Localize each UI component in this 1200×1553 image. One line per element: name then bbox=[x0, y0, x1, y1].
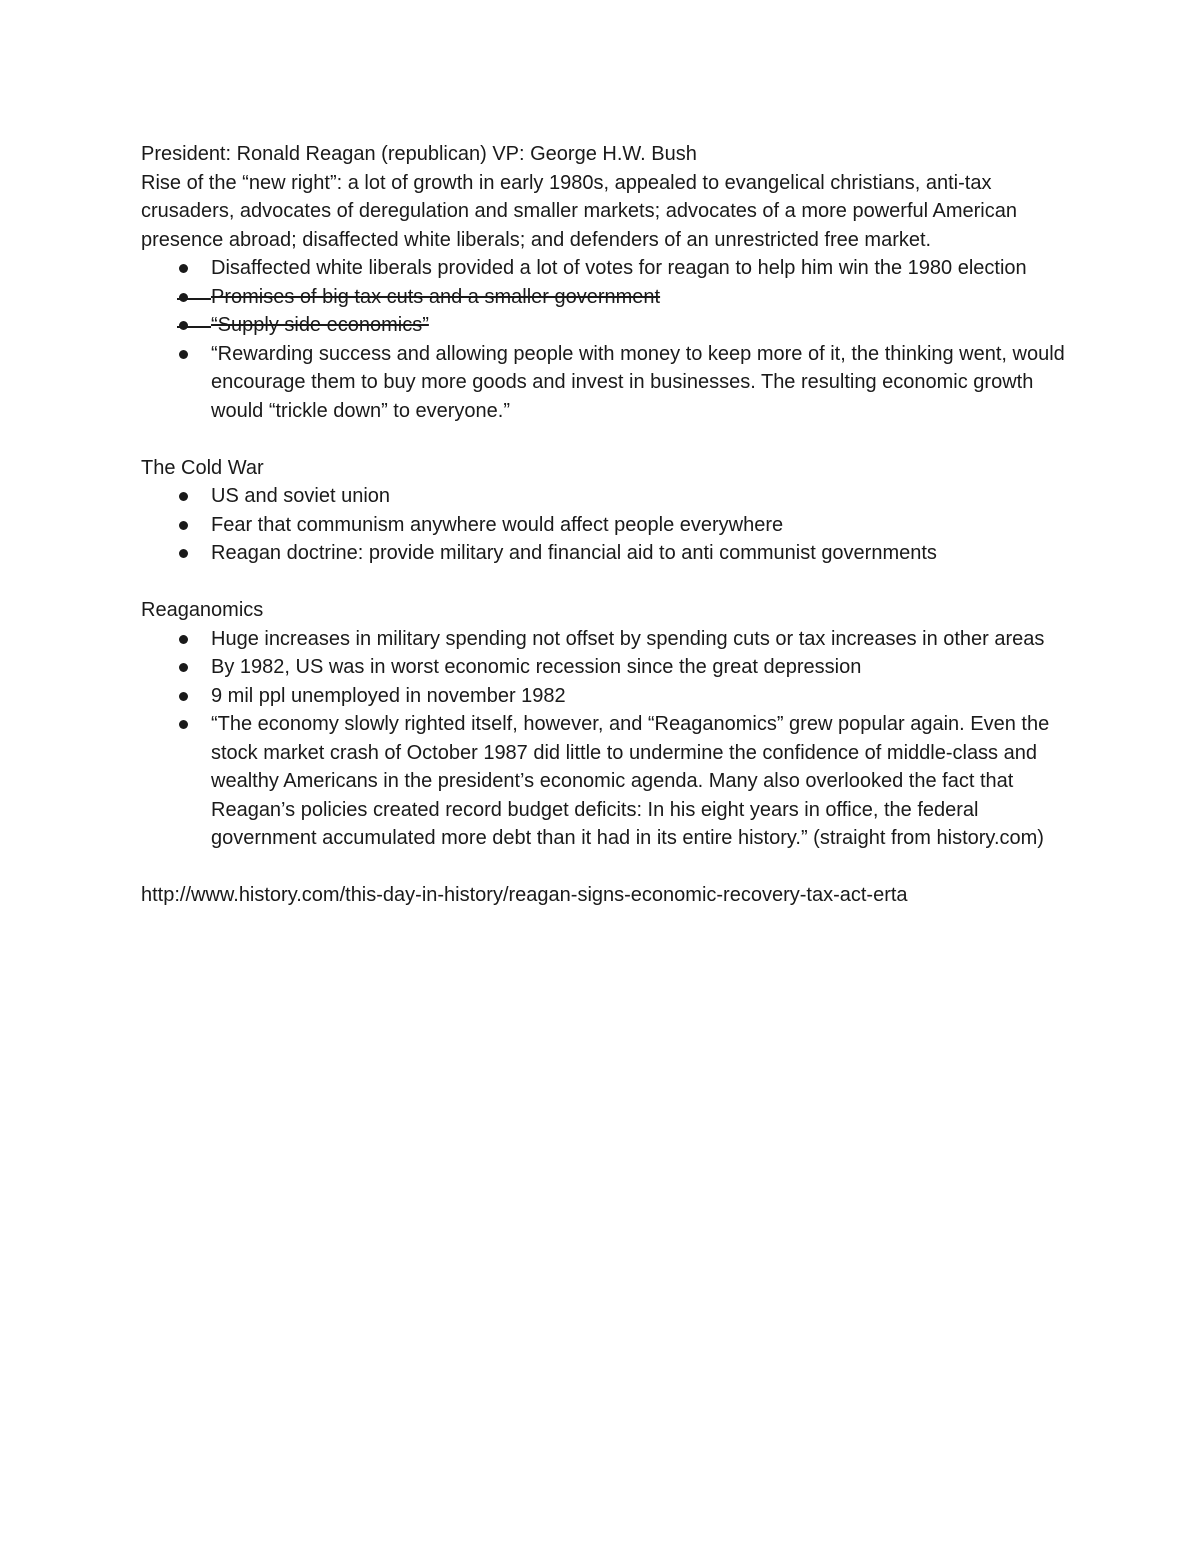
source-link[interactable]: http://www.history.com/this-day-in-history/reagan-signs-economic-recovery-tax-act-erta bbox=[141, 884, 908, 906]
list-item bbox=[141, 482, 1071, 511]
new-right-paragraph: Rise of the “new right”: a lot of growth in early 1980s, appealed to evangelical christians, anti-tax crusaders, advocates of deregulation and smaller markets; advocates of a more powerful American presence abroad; disaffected white liberals; and defenders of an unrestricted free market. bbox=[141, 171, 1017, 251]
bullet-icon bbox=[179, 663, 188, 672]
bullet-icon bbox=[179, 549, 188, 558]
list-item bbox=[141, 710, 1071, 853]
list-item-text: “Rewarding success and allowing people with money to keep more of it, the thinking went, would encourage them to buy more goods and invest in businesses. The resulting economic growth would “trickle down” to everyone.” bbox=[211, 342, 1065, 422]
blank-line bbox=[141, 853, 1071, 882]
list-item-struck bbox=[141, 283, 1071, 312]
section-title-reaganomics: Reaganomics bbox=[141, 599, 264, 621]
list-item bbox=[141, 340, 1071, 426]
list-item-text: By 1982, US was in worst economic recession since the great depression bbox=[211, 656, 862, 678]
new-right-bullet-list bbox=[141, 254, 1071, 425]
list-item bbox=[141, 653, 1071, 682]
list-item bbox=[141, 539, 1071, 568]
bullet-icon bbox=[179, 635, 188, 644]
list-item-text: 9 mil ppl unemployed in november 1982 bbox=[211, 684, 566, 707]
list-item bbox=[141, 625, 1071, 654]
list-item bbox=[141, 682, 1071, 711]
bullet-icon bbox=[179, 521, 188, 530]
president-line: President: Ronald Reagan (republican) VP: George H.W. Bush bbox=[141, 143, 697, 165]
source-url bbox=[141, 881, 1071, 910]
bullet-icon bbox=[179, 264, 188, 273]
section-title-cold-war: The Cold War bbox=[141, 456, 264, 479]
blank-line bbox=[141, 568, 1071, 597]
list-item bbox=[141, 254, 1071, 283]
bullet-icon bbox=[179, 692, 188, 701]
list-item-text: Disaffected white liberals provided a lot of votes for reagan to help him win the 1980 election bbox=[211, 257, 1027, 279]
bullet-icon bbox=[179, 720, 188, 729]
list-item-text: Promises of big tax cuts and a smaller government bbox=[211, 285, 661, 308]
list-item-struck bbox=[141, 311, 1071, 340]
list-item bbox=[141, 511, 1071, 540]
list-item-text: Fear that communism anywhere would affect people everywhere bbox=[211, 513, 784, 536]
blank-line bbox=[141, 425, 1071, 454]
list-item-text: Huge increases in military spending not offset by spending cuts or tax increases in other areas bbox=[211, 627, 1045, 650]
bullet-icon bbox=[179, 350, 188, 359]
list-item-text: “The economy slowly righted itself, however, and “Reaganomics” grew popular again. Even the stock market crash of October 1987 did little to undermine the confidence of middle-class and wealthy Americans in the president’s economic agenda. Many also overlooked the fact that Reagan’s policies created record budget deficits: In his eight years in office, the federal government accumulated more debt than it had in its entire history.” (straight from history.com) bbox=[211, 713, 1050, 849]
list-item-text: Reagan doctrine: provide military and financial aid to anti communist governments bbox=[211, 542, 937, 564]
strikethrough-line bbox=[177, 326, 211, 328]
document-page bbox=[141, 140, 1071, 910]
strikethrough-line bbox=[177, 298, 211, 300]
list-item-text: US and soviet union bbox=[211, 485, 391, 507]
list-item-text: “Supply side economics” bbox=[211, 314, 429, 336]
bullet-icon bbox=[179, 492, 188, 501]
cold-war-bullet-list bbox=[141, 482, 1071, 568]
reaganomics-bullet-list bbox=[141, 625, 1071, 853]
